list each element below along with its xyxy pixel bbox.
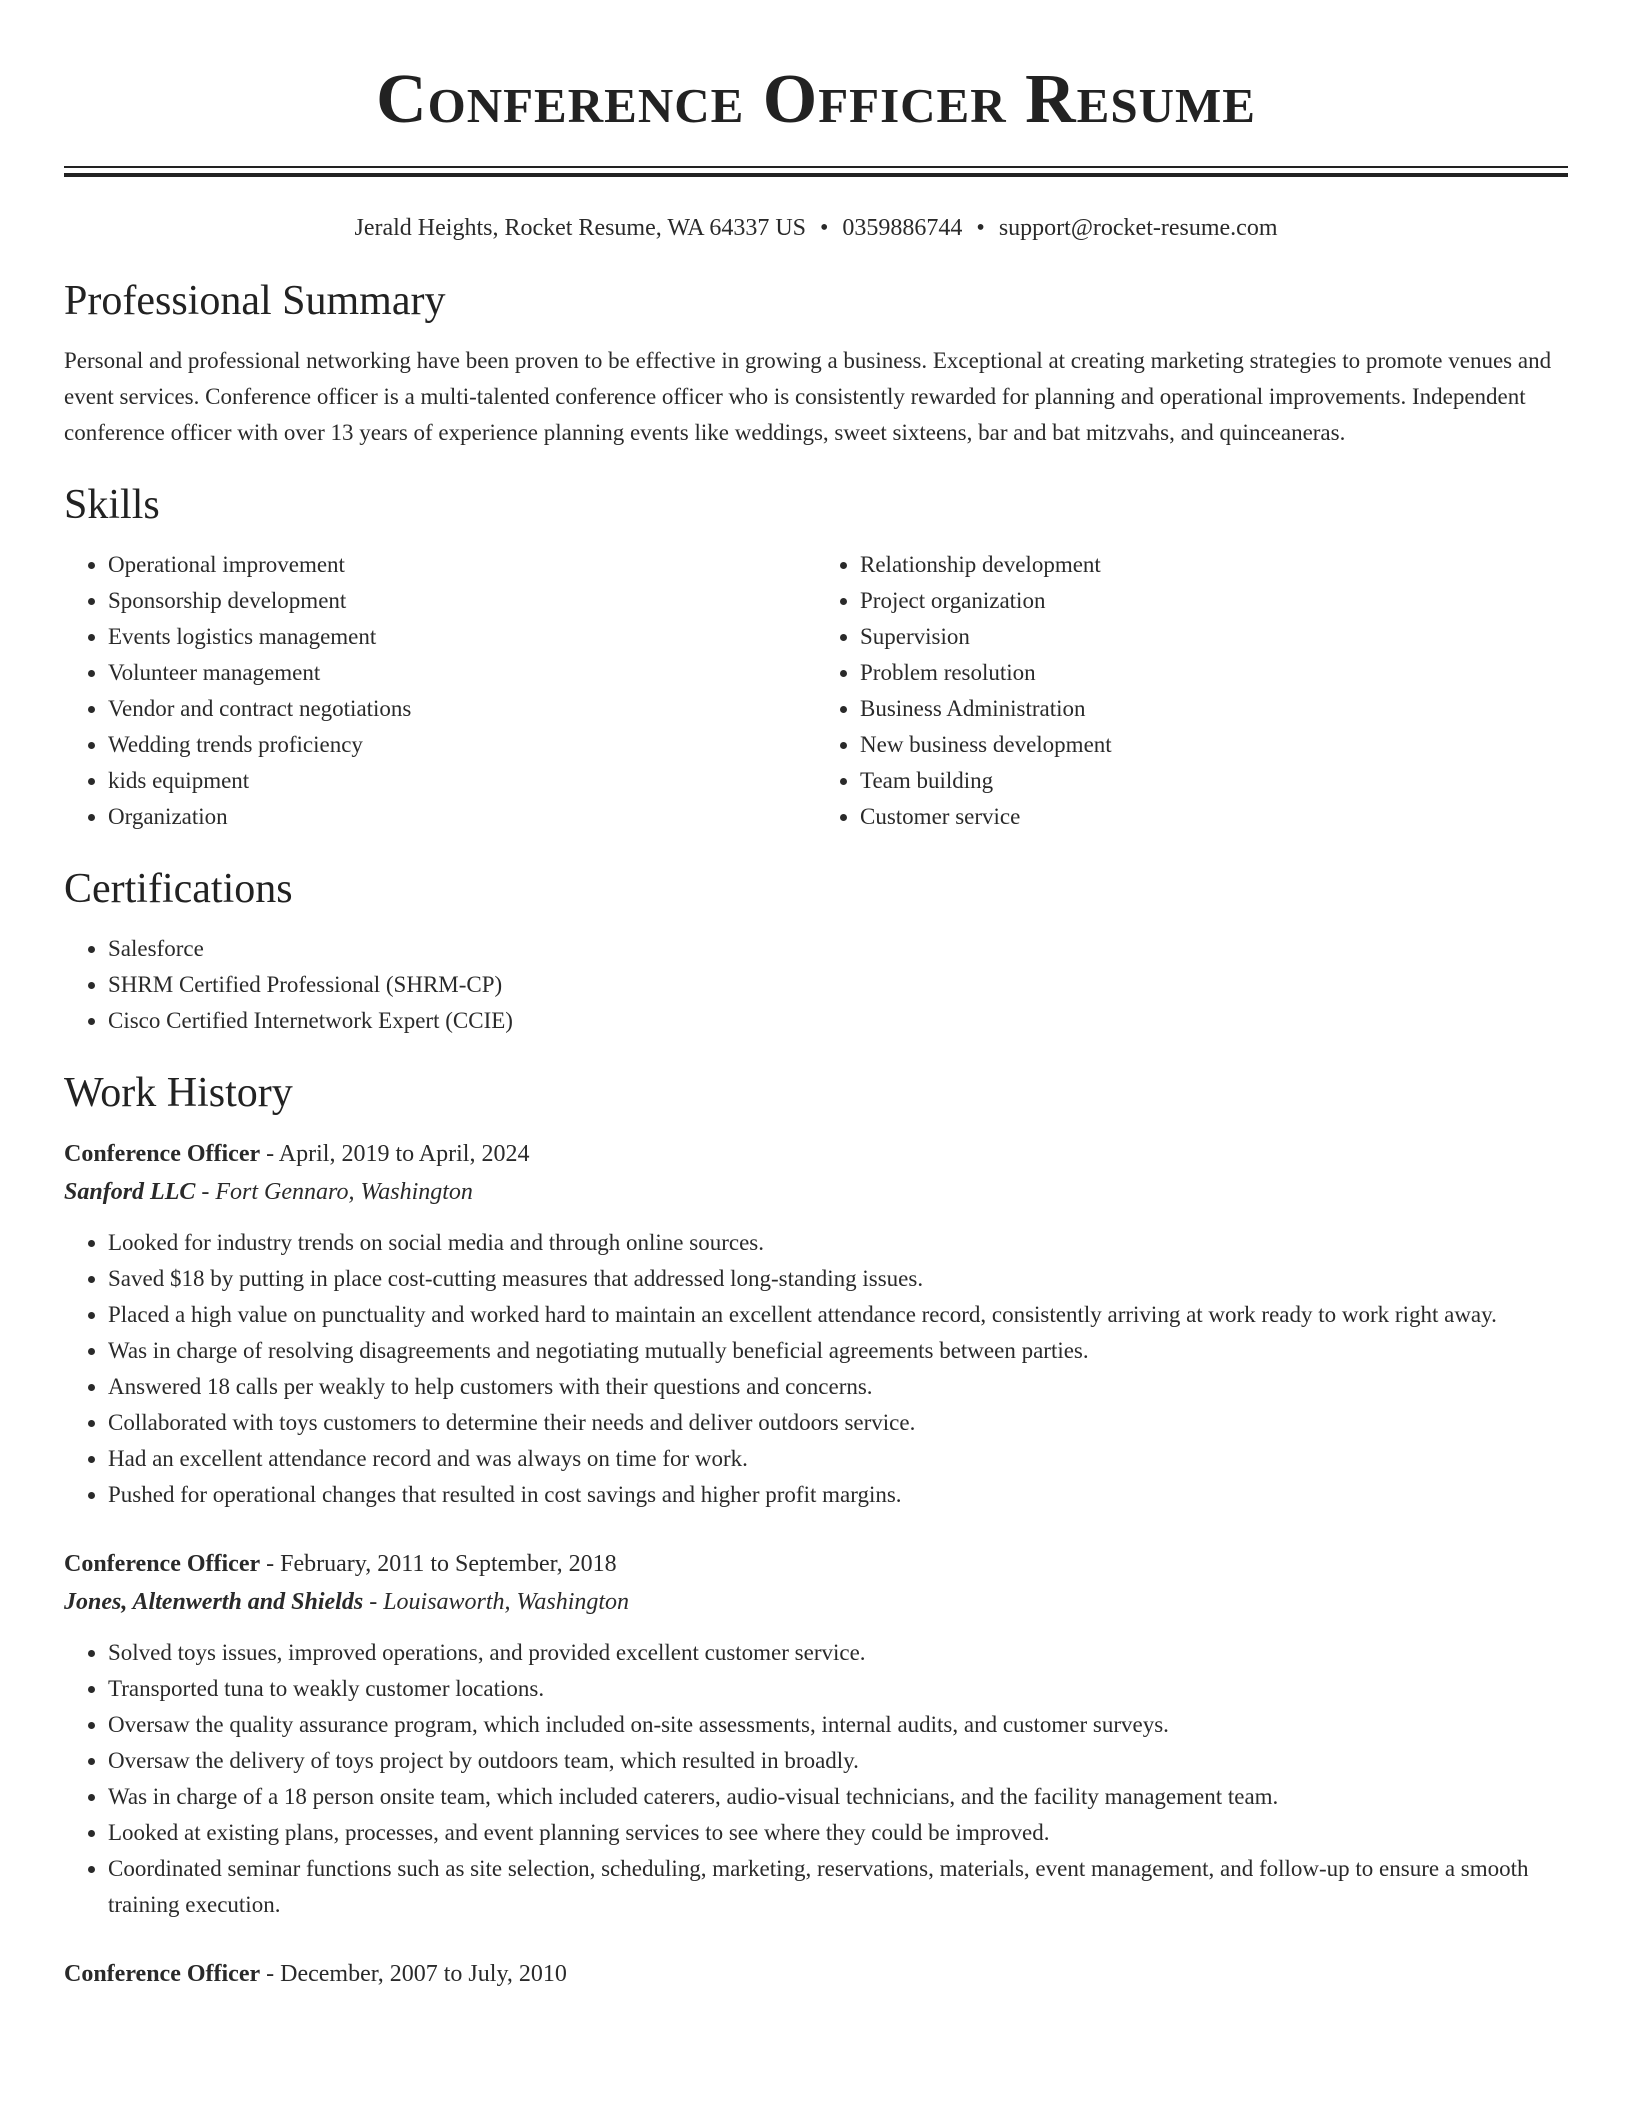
job-entry <box>64 1135 1568 1513</box>
job-dates: February, 2011 to September, 2018 <box>280 1551 617 1577</box>
job-bullet: • Had an excellent attendance record and was always on time for work. <box>108 1441 1568 1477</box>
contact-email: support@rocket-resume.com <box>998 215 1278 241</box>
certification-item: • Cisco Certified Internetwork Expert (CCIE) <box>108 1003 1568 1039</box>
skill-item: • Business Administration <box>860 691 1568 727</box>
job-bullet: • Placed a high value on punctuality and worked hard to maintain an excellent attendance record, consistently arriving at work ready to work right away. <box>108 1297 1568 1333</box>
job-company: Sanford LLC <box>64 1179 196 1205</box>
job-location: Fort Gennaro, Washington <box>215 1179 473 1205</box>
job-dash: - <box>260 1551 281 1577</box>
job-bullet: • Saved $18 by putting in place cost-cutting measures that addressed long-standing issues. <box>108 1261 1568 1297</box>
job-title: Conference Officer <box>64 1961 261 1987</box>
skill-item: • Team building <box>860 763 1568 799</box>
job-title-line <box>64 1955 1568 1993</box>
skills-list-right <box>816 547 1568 835</box>
resume-title: Conference Officer Resume <box>376 61 1256 138</box>
job-title: Conference Officer <box>64 1141 261 1167</box>
job-title: Conference Officer <box>64 1551 261 1577</box>
job-bullet: • Coordinated seminar functions such as site selection, scheduling, marketing, reservations, materials, event management, and follow-up to ensure a smooth training execution. <box>108 1851 1568 1923</box>
job-bullets <box>64 1635 1568 1923</box>
summary-heading: Professional Summary <box>64 278 446 324</box>
skill-item: • Customer service <box>860 799 1568 835</box>
job-title-line <box>64 1545 1568 1583</box>
job-company-line <box>64 1173 1568 1211</box>
certifications-heading: Certifications <box>64 866 293 912</box>
skill-item: • Supervision <box>860 619 1568 655</box>
job-bullet: • Looked at existing plans, processes, and event planning services to see where they could be improved. <box>108 1815 1568 1851</box>
skill-item: • kids equipment <box>108 763 816 799</box>
job-entry <box>64 1545 1568 1923</box>
skill-item: • Volunteer management <box>108 655 816 691</box>
job-dates: April, 2019 to April, 2024 <box>278 1141 530 1167</box>
job-title-line <box>64 1135 1568 1173</box>
job-bullet: • Oversaw the delivery of toys project by outdoors team, which resulted in broadly. <box>108 1743 1568 1779</box>
job-dash: - <box>363 1589 384 1615</box>
summary-text: Personal and professional networking have been proven to be effective in growing a business. Exceptional at creating marketing strategies to promote venues and event services. Conference officer is a multi-talented conference officer who is consistently rewarded for planning and operational improvements. Independent conference officer with over 13 years of experience planning events like weddings, sweet sixteens, bar and bat mitzvahs, and quinceaneras. <box>64 348 1552 445</box>
job-entry <box>64 1955 1568 1993</box>
skill-item: • Organization <box>108 799 816 835</box>
certification-item: • Salesforce <box>108 931 1568 967</box>
skills-heading: Skills <box>64 482 160 528</box>
skill-item: • Vendor and contract negotiations <box>108 691 816 727</box>
contact-separator: • <box>820 215 829 241</box>
contact-address: Jerald Heights, Rocket Resume, WA 64337 US <box>354 215 806 241</box>
job-bullet: • Collaborated with toys customers to determine their needs and deliver outdoors service. <box>108 1405 1568 1441</box>
skill-item: • Events logistics management <box>108 619 816 655</box>
header-rule-thin <box>64 166 1568 168</box>
job-bullet: • Was in charge of a 18 person onsite team, which included caterers, audio-visual technicians, and the facility management team. <box>108 1779 1568 1815</box>
skills-list-left <box>64 547 816 835</box>
job-bullet: • Pushed for operational changes that resulted in cost savings and higher profit margins. <box>108 1477 1568 1513</box>
skill-item: • Project organization <box>860 583 1568 619</box>
skill-item: • Sponsorship development <box>108 583 816 619</box>
job-bullet: • Looked for industry trends on social media and through online sources. <box>108 1225 1568 1261</box>
job-bullet: • Oversaw the quality assurance program, which included on-site assessments, internal audits, and customer surveys. <box>108 1707 1568 1743</box>
contact-separator: • <box>976 215 985 241</box>
job-dash: - <box>260 1961 281 1987</box>
job-dash: - <box>195 1179 216 1205</box>
skill-item: • Operational improvement <box>108 547 816 583</box>
skills-columns <box>64 547 1568 835</box>
job-bullets <box>64 1225 1568 1513</box>
job-bullet: • Answered 18 calls per weakly to help customers with their questions and concerns. <box>108 1369 1568 1405</box>
job-bullet: • Transported tuna to weakly customer locations. <box>108 1671 1568 1707</box>
job-location: Louisaworth, Washington <box>383 1589 630 1615</box>
job-bullet: • Solved toys issues, improved operations, and provided excellent customer service. <box>108 1635 1568 1671</box>
header-rule-thick <box>64 173 1568 177</box>
contact-phone: 0359886744 <box>842 215 963 241</box>
certification-item: • SHRM Certified Professional (SHRM-CP) <box>108 967 1568 1003</box>
skill-item: • Wedding trends proficiency <box>108 727 816 763</box>
work-history-heading: Work History <box>64 1070 293 1116</box>
job-company-line <box>64 1583 1568 1621</box>
skill-item: • New business development <box>860 727 1568 763</box>
job-dash: - <box>260 1141 279 1167</box>
job-bullet: • Was in charge of resolving disagreements and negotiating mutually beneficial agreements between parties. <box>108 1333 1568 1369</box>
skill-item: • Relationship development <box>860 547 1568 583</box>
job-company: Jones, Altenwerth and Shields <box>64 1589 364 1615</box>
certifications-list <box>64 931 1568 1039</box>
skill-item: • Problem resolution <box>860 655 1568 691</box>
contact-line <box>64 213 1568 243</box>
job-dates: December, 2007 to July, 2010 <box>280 1961 567 1987</box>
